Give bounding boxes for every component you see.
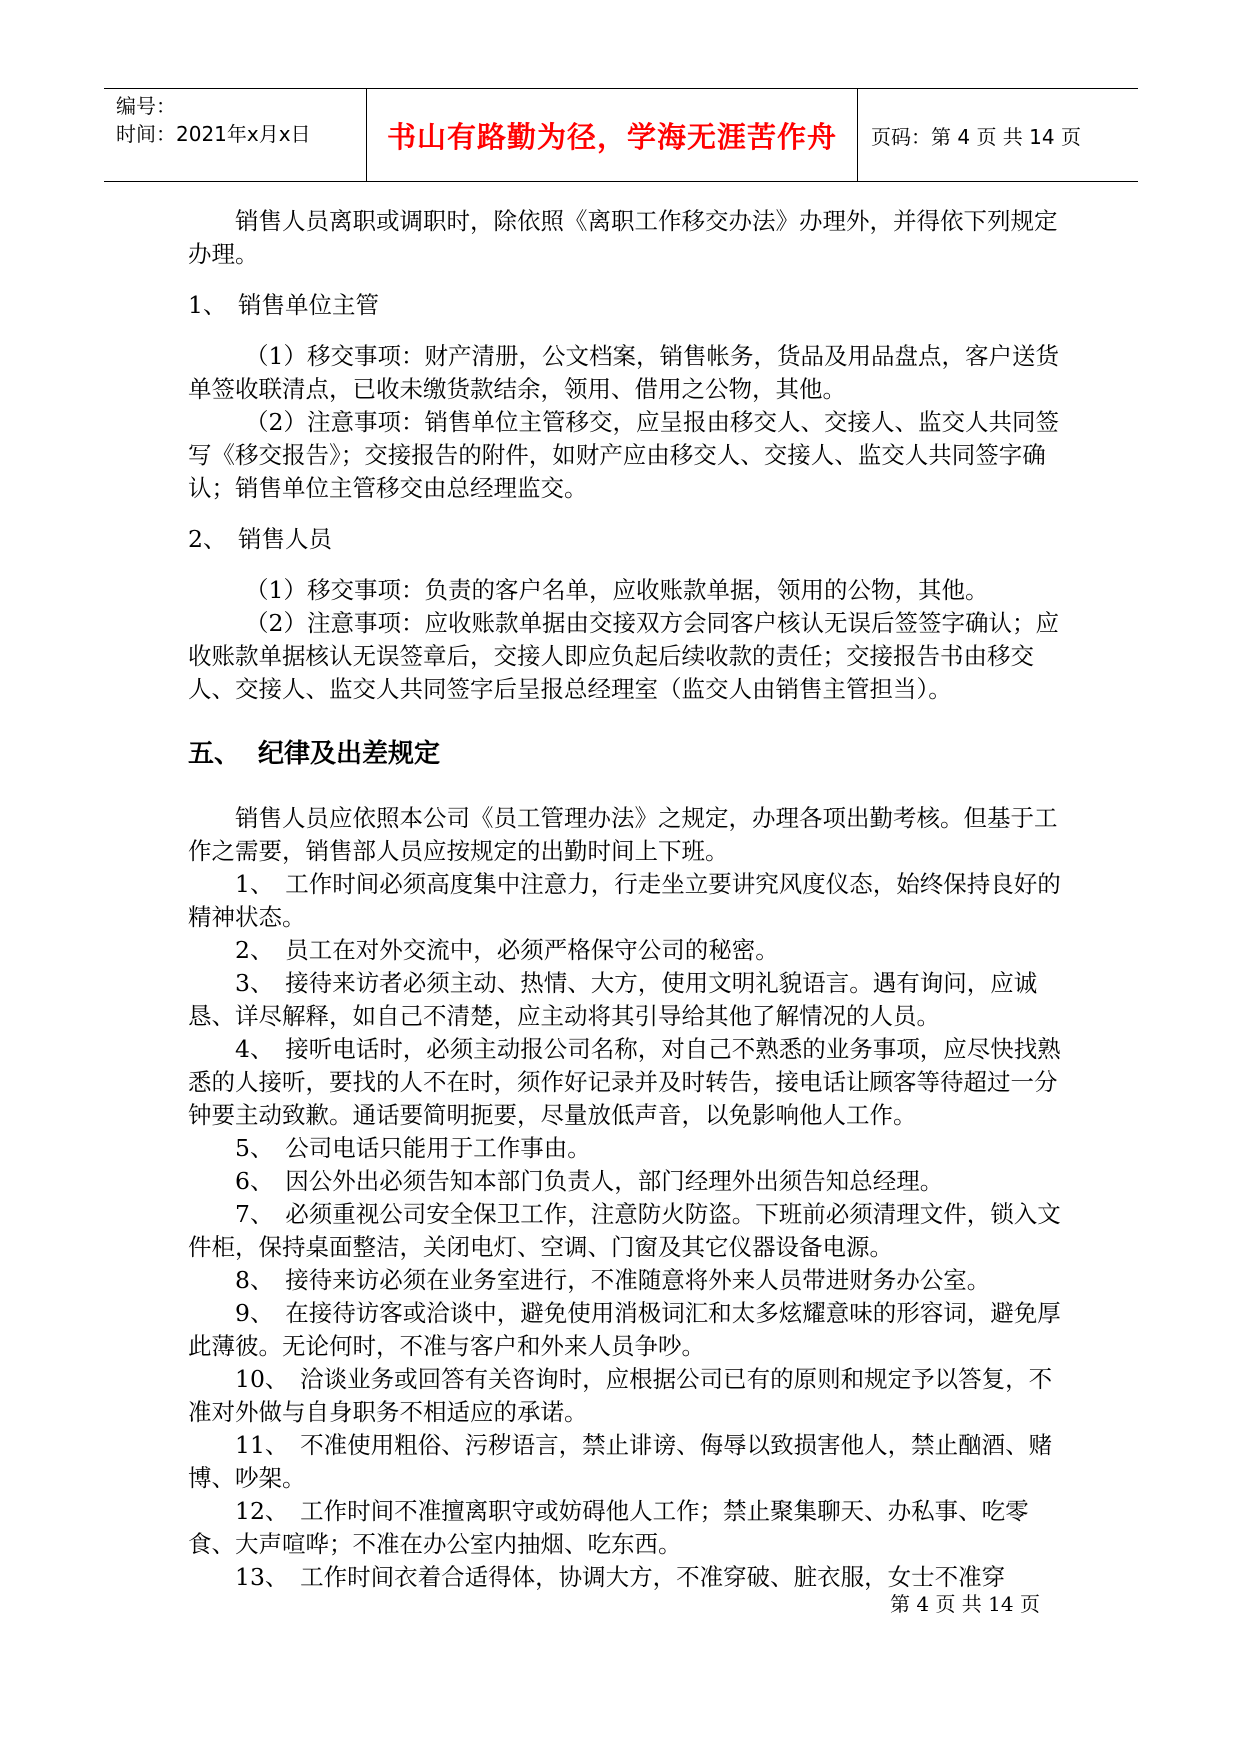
discipline-intro: 销售人员应依照本公司《员工管理办法》之规定，办理各项出勤考核。但基于工作之需要，销售部人员应按规定的出勤时间上下班。: [188, 804, 1058, 865]
supervisor-notes: （2）注意事项：销售单位主管移交，应呈报由移交人、交接人、监交人共同签写《移交报告》；交接报告的附件，如财产应由移交人、交接人、监交人共同签字确认；销售单位主管移交由总经理监交。: [188, 408, 1059, 502]
section-title: 销售人员: [238, 525, 332, 553]
page-code-text: 页码：第 4 页 共 14 页: [871, 124, 1081, 149]
page-header: [104, 88, 1138, 182]
document-time-label: 时间：2021年x月x日: [116, 122, 311, 146]
chapter-title: 纪律及出差规定: [258, 739, 441, 769]
chapter-number: 五、: [188, 739, 241, 769]
header-meta: [104, 89, 366, 181]
document-body: [188, 205, 1068, 1594]
header-motto-cell: [366, 89, 858, 181]
rule-item: 3、 接待来访者必须主动、热情、大方，使用文明礼貌语言。遇有询问，应诚恳、详尽解释，如自己不清楚，应主动将其引导给其他了解情况的人员。: [188, 969, 1038, 1030]
section-title: 销售单位主管: [238, 291, 379, 319]
rule-item: 7、 必须重视公司安全保卫工作，注意防火防盗。下班前必须清理文件，锁入文件柜，保持桌面整洁，关闭电灯、空调、门窗及其它仪器设备电源。: [188, 1200, 1061, 1261]
intro-paragraph: 销售人员离职或调职时，除依照《离职工作移交办法》办理外，并得依下列规定办理。: [188, 207, 1058, 268]
rule-item: 10、 洽谈业务或回答有关咨询时，应根据公司已有的原则和规定予以答复，不准对外做与自身职务不相适应的承诺。: [188, 1365, 1053, 1426]
rule-item: 8、 接待来访必须在业务室进行，不准随意将外来人员带进财务办公室。: [235, 1266, 991, 1294]
document-number-label: 编号：: [116, 94, 176, 118]
header-page-code: [856, 89, 1138, 181]
rule-item: 12、 工作时间不准擅离职守或妨碍他人工作；禁止聚集聊天、办私事、吃零食、大声喧哗；不准在办公室内抽烟、吃东西。: [188, 1497, 1029, 1558]
chapter-heading-discipline: [188, 736, 1068, 772]
rule-item: 5、 公司电话只能用于工作事由。: [235, 1134, 591, 1162]
section-heading-sales-supervisor: [188, 289, 1068, 322]
section-number: 2、: [188, 525, 227, 553]
header-motto: 书山有路勤为径，学海无涯苦作舟: [386, 119, 837, 154]
rule-item: 2、 员工在对外交流中，必须严格保守公司的秘密。: [235, 936, 779, 964]
rule-item: 6、 因公外出必须告知本部门负责人，部门经理外出须告知总经理。: [235, 1167, 944, 1195]
section-heading-sales-staff: [188, 523, 1068, 556]
staff-handover-items: （1）移交事项：负责的客户名单，应收账款单据，领用的公物，其他。: [245, 576, 989, 604]
page-footer: 第 4 页 共 14 页: [890, 1592, 1040, 1616]
rule-item: 13、 工作时间衣着合适得体，协调大方，不准穿破、脏衣服，女士不准穿: [235, 1563, 1006, 1591]
supervisor-handover-items: （1）移交事项：财产清册，公文档案，销售帐务，货品及用品盘点，客户送货单签收联清点，已收未缴货款结余，领用、借用之公物，其他。: [188, 342, 1059, 403]
section-number: 1、: [188, 291, 227, 319]
rule-item: 9、 在接待访客或洽谈中，避免使用消极词汇和太多炫耀意味的形容词，避免厚此薄彼。无论何时，不准与客户和外来人员争吵。: [188, 1299, 1061, 1360]
rule-item: 11、 不准使用粗俗、污秽语言，禁止诽谤、侮辱以致损害他人，禁止酗酒、赌博、吵架。: [188, 1431, 1053, 1492]
rule-item: 1、 工作时间必须高度集中注意力，行走坐立要讲究风度仪态，始终保持良好的精神状态。: [188, 870, 1061, 931]
rule-item: 4、 接听电话时，必须主动报公司名称，对自己不熟悉的业务事项，应尽快找熟悉的人接听，要找的人不在时，须作好记录并及时转告，接电话让顾客等待超过一分钟要主动致歉。通话要简明扼要，尽量放低声音，以免影响他人工作。: [188, 1035, 1061, 1129]
staff-notes: （2）注意事项：应收账款单据由交接双方会同客户核认无误后签签字确认；应收账款单据核认无误签章后，交接人即应负起后续收款的责任；交接报告书由移交人、交接人、监交人共同签字后呈报总经理室（监交人由销售主管担当）。: [188, 609, 1059, 703]
